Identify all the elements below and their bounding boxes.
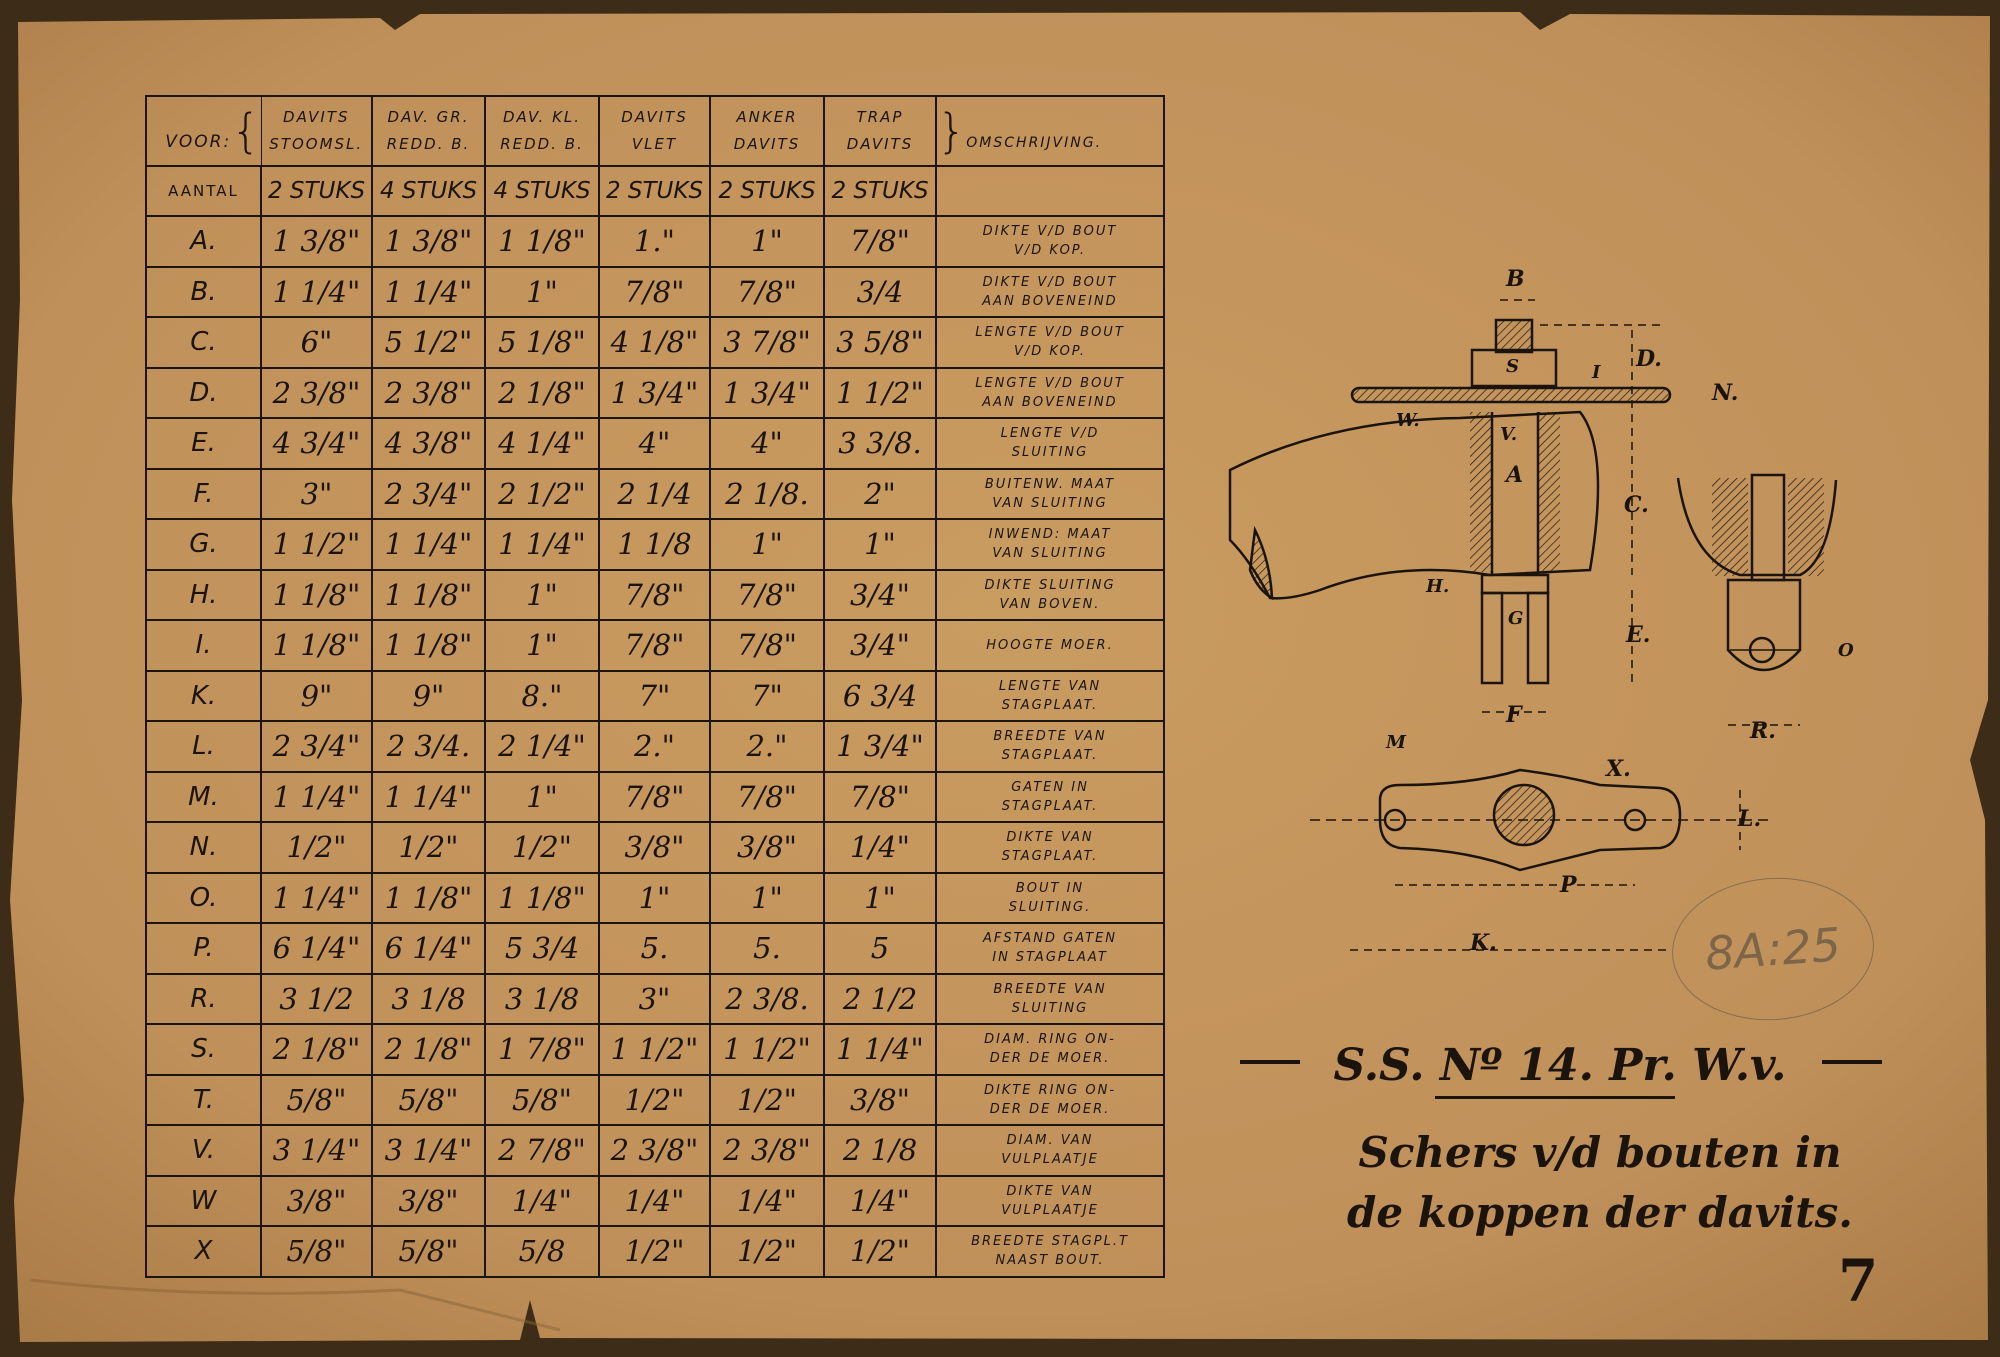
dimension-cell: 1 1/4" — [824, 1024, 936, 1075]
dimension-cell: 3" — [261, 469, 372, 520]
description-line-1: DIKTE V/D BOUT — [982, 224, 1118, 240]
description-line-1: DIKTE VAN — [1006, 830, 1094, 846]
dimension-cell: 7/8" — [599, 620, 710, 671]
dimension-cell: 1 1/4" — [261, 267, 372, 318]
header-col-3: DAV. KL. REDD. B. — [485, 96, 599, 166]
dimension-cell: 1 1/2" — [599, 1024, 710, 1075]
dimension-cell: 6 1/4" — [261, 923, 372, 974]
dimension-cell: 3/8" — [372, 1176, 485, 1227]
row-letter: K. — [146, 671, 261, 722]
dimension-cell: 5/8" — [485, 1075, 599, 1126]
dimension-cell: 3 1/4" — [372, 1125, 485, 1176]
dimension-cell: 5/8 — [485, 1226, 599, 1277]
label-r: R. — [1750, 718, 1776, 744]
dimension-cell: 2 3/4" — [372, 469, 485, 520]
description-line-1: BREEDTE VAN — [993, 981, 1107, 997]
title-underline — [1435, 1096, 1675, 1099]
aantal-label: AANTAL — [146, 166, 261, 216]
archive-stamp: 8A:25 — [1667, 871, 1878, 1027]
subtitle-line-2: de koppen der davits. — [1347, 1188, 1853, 1237]
count-cell: 2 STUKS — [710, 166, 824, 216]
label-w: W. — [1396, 410, 1420, 431]
description-line-2: IN STAGPLAAT — [992, 950, 1108, 966]
description-line-1: DIKTE V/D BOUT — [982, 274, 1118, 290]
dimension-cell: 9" — [372, 671, 485, 722]
dimension-cell: 1 1/2" — [261, 519, 372, 570]
dimension-cell: 1/2" — [824, 1226, 936, 1277]
description-line-1: BREEDTE VAN — [993, 729, 1107, 745]
description-line-1: BUITENW. MAAT — [984, 476, 1116, 492]
dimension-cell: 2 1/8" — [485, 368, 599, 419]
label-p: P — [1560, 872, 1577, 898]
row-letter: I. — [146, 620, 261, 671]
dimension-cell: 2 3/8. — [710, 974, 824, 1025]
dimension-cell: 5. — [599, 923, 710, 974]
dimension-cell: 1 3/4" — [824, 721, 936, 772]
dimension-cell: 1" — [710, 216, 824, 267]
dimension-cell: 1/2" — [261, 822, 372, 873]
dimension-cell: 1 1/8" — [485, 873, 599, 924]
page-number: 7 — [1838, 1247, 1879, 1315]
row-letter: X — [146, 1226, 261, 1277]
dimension-cell: 2 3/4" — [261, 721, 372, 772]
label-k: K. — [1470, 930, 1497, 956]
dimension-cell: 9" — [261, 671, 372, 722]
dimension-cell: 4 1/8" — [599, 317, 710, 368]
row-letter: W — [146, 1176, 261, 1227]
dimension-cell: 1" — [599, 873, 710, 924]
description-line-1: GATEN IN — [1011, 779, 1089, 795]
stay-plate-plan — [1310, 770, 1770, 870]
right-brace: } — [937, 104, 967, 158]
header-col-5: ANKER DAVITS — [710, 96, 824, 166]
dimension-cell: 1 1/2" — [710, 1024, 824, 1075]
description-line-1: LENGTE V/D — [1000, 426, 1100, 442]
dimension-cell: 1 1/4" — [261, 772, 372, 823]
dimension-cell: 2 1/4" — [485, 721, 599, 772]
row-letter: N. — [146, 822, 261, 873]
dimension-cell: 7/8" — [599, 772, 710, 823]
dimension-cell: 1 1/4" — [372, 519, 485, 570]
dimension-cell: 4 3/8" — [372, 418, 485, 469]
description-line-2: SLUITING — [1011, 1000, 1089, 1016]
label-m: M — [1386, 732, 1406, 753]
dimension-cell: 1 1/8" — [372, 570, 485, 621]
label-h: H. — [1426, 576, 1450, 597]
row-letter: H. — [146, 570, 261, 621]
description-line-1: DIAM. VAN — [1006, 1133, 1094, 1149]
header-col-1: DAVITS STOOMSL. — [261, 96, 372, 166]
description-line-2: NAAST BOUT. — [995, 1253, 1105, 1269]
label-s: S — [1506, 356, 1519, 377]
row-letter: V. — [146, 1125, 261, 1176]
dimension-cell: 1" — [485, 570, 599, 621]
label-o: O — [1838, 640, 1854, 661]
description-line-1: INWEND: MAAT — [988, 527, 1112, 543]
dimension-cell: 7/8" — [824, 772, 936, 823]
description-line-1: DIKTE VAN — [1006, 1183, 1094, 1199]
description-line-2: VAN BOVEN. — [999, 596, 1101, 612]
dimension-cell: 7/8" — [599, 267, 710, 318]
label-c: C. — [1624, 492, 1649, 518]
dimension-cell: 1/4" — [824, 822, 936, 873]
description-line-2: STAGPLAAT. — [1001, 697, 1099, 713]
dimension-cell: 1" — [485, 620, 599, 671]
dimension-cell: 1 3/4" — [599, 368, 710, 419]
dimension-cell: 1/2" — [599, 1226, 710, 1277]
label-x: X. — [1606, 756, 1631, 782]
dimension-cell: 1/4" — [824, 1176, 936, 1227]
dimension-cell: 8." — [485, 671, 599, 722]
dimension-cell: 1" — [824, 873, 936, 924]
dimension-cell: 5/8" — [261, 1075, 372, 1126]
label-f: F — [1506, 702, 1522, 728]
row-letter: E. — [146, 418, 261, 469]
header-voor: VOOR:{ — [146, 96, 261, 166]
description-line-2: VULPLAATJE — [1001, 1152, 1099, 1168]
dimension-cell: 1 1/4" — [261, 873, 372, 924]
dimension-cell: 3 1/2 — [261, 974, 372, 1025]
dimension-cell: 1" — [824, 519, 936, 570]
description-line-2: STAGPLAAT. — [1001, 748, 1099, 764]
dimension-cell: 3/8" — [599, 822, 710, 873]
dimension-cell: 2 3/8" — [599, 1125, 710, 1176]
description-line-2: STAGPLAAT. — [1001, 798, 1099, 814]
dimension-cell: 1/2" — [599, 1075, 710, 1126]
label-i: I — [1592, 362, 1601, 383]
row-letter: L. — [146, 721, 261, 772]
dimension-cell: 5/8" — [372, 1075, 485, 1126]
dimension-cell: 1" — [485, 772, 599, 823]
dimension-cell: 2 1/8. — [710, 469, 824, 520]
dimension-cell: 3/4" — [824, 620, 936, 671]
dimension-cell: 1/4" — [599, 1176, 710, 1227]
dimension-cell: 2." — [710, 721, 824, 772]
dimension-cell: 1 1/8 — [599, 519, 710, 570]
row-letter: T. — [146, 1075, 261, 1126]
dimension-cell: 2 7/8" — [485, 1125, 599, 1176]
dimension-cell: 3/8" — [824, 1075, 936, 1126]
davit-head-elevation — [1230, 320, 1670, 683]
dimension-cell: 1" — [485, 267, 599, 318]
dimension-cell: 1 1/8" — [372, 620, 485, 671]
count-cell: 4 STUKS — [485, 166, 599, 216]
dimension-cell: 1/2" — [710, 1226, 824, 1277]
label-b: B — [1506, 266, 1525, 292]
dimension-cell: 2 3/8" — [261, 368, 372, 419]
subtitle-line-1: Schers v/d bouten in — [1358, 1128, 1842, 1177]
dimension-cell: 1 1/8" — [261, 620, 372, 671]
count-cell: 4 STUKS — [372, 166, 485, 216]
dimension-cell: 1 1/8" — [485, 216, 599, 267]
dimension-cell: 5. — [710, 923, 824, 974]
row-letter: B. — [146, 267, 261, 318]
row-letter: M. — [146, 772, 261, 823]
dimension-cell: 2 1/8" — [372, 1024, 485, 1075]
dimension-cell: 1/2" — [485, 822, 599, 873]
dimension-cell: 2 1/8 — [824, 1125, 936, 1176]
count-cell: 2 STUKS — [261, 166, 372, 216]
label-d: D. — [1636, 346, 1662, 372]
dimension-cell: 7/8" — [710, 267, 824, 318]
dimension-cell: 4 3/4" — [261, 418, 372, 469]
dimension-cell: 2." — [599, 721, 710, 772]
description-line-1: LENGTE V/D BOUT — [975, 325, 1125, 341]
row-letter: C. — [146, 317, 261, 368]
dimension-cell: 1 3/8" — [261, 216, 372, 267]
dimension-cell: 3/8" — [710, 822, 824, 873]
label-a: A — [1506, 462, 1524, 488]
label-v: V. — [1500, 424, 1518, 445]
dimension-cell: 1 1/8" — [261, 570, 372, 621]
dimension-cell: 3/4" — [824, 570, 936, 621]
description-line-2: DER DE MOER. — [989, 1101, 1111, 1117]
dimension-cell: 6 1/4" — [372, 923, 485, 974]
description-line-1: DIAM. RING ON- — [984, 1032, 1116, 1048]
header-col-6: TRAP DAVITS — [824, 96, 936, 166]
side-view — [1678, 475, 1836, 670]
dimension-cell: 3 5/8" — [824, 317, 936, 368]
description-line-1: AFSTAND GATEN — [982, 931, 1118, 947]
description-line-2: SLUITING. — [1008, 899, 1092, 915]
description-line-2: DER DE MOER. — [989, 1051, 1111, 1067]
dimension-cell: 3 1/8 — [372, 974, 485, 1025]
dimension-cell: 6" — [261, 317, 372, 368]
count-cell: 2 STUKS — [824, 166, 936, 216]
dimension-cell: 2 3/4. — [372, 721, 485, 772]
dimension-cell: 4 1/4" — [485, 418, 599, 469]
dimension-cell: 5/8" — [261, 1226, 372, 1277]
dimension-cell: 5/8" — [372, 1226, 485, 1277]
dimension-cell: 1/2" — [710, 1075, 824, 1126]
dimension-cell: 7/8" — [599, 570, 710, 621]
dimension-cell: 1/4" — [710, 1176, 824, 1227]
row-letter: O. — [146, 873, 261, 924]
description-line-1: BOUT IN — [1015, 880, 1085, 896]
description-line-2: VAN SLUITING — [992, 546, 1108, 562]
description-line-2: VAN SLUITING — [992, 495, 1108, 511]
dimension-cell: 2 3/8" — [372, 368, 485, 419]
dimension-cell: 1 7/8" — [485, 1024, 599, 1075]
dimension-cell: 7/8" — [824, 216, 936, 267]
dimension-cell: 1 1/4" — [372, 772, 485, 823]
dimension-cell: 7/8" — [710, 772, 824, 823]
dimension-cell: 7/8" — [710, 570, 824, 621]
description-line-2: VULPLAATJE — [1001, 1202, 1099, 1218]
dimension-cell: 3/4 — [824, 267, 936, 318]
dimension-cell: 3/8" — [261, 1176, 372, 1227]
description-line-1: HOOGTE MOER. — [986, 637, 1114, 653]
dimension-cell: 5 3/4 — [485, 923, 599, 974]
label-n: N. — [1712, 380, 1739, 406]
dimension-cell: 1 1/4" — [372, 267, 485, 318]
row-letter: P. — [146, 923, 261, 974]
row-letter: S. — [146, 1024, 261, 1075]
label-l: L. — [1738, 806, 1762, 832]
dimension-cell: 2 1/8" — [261, 1024, 372, 1075]
description-line-2: SLUITING — [1011, 445, 1089, 461]
description-line-1: DIKTE SLUITING — [984, 577, 1116, 593]
dimension-cell: 7/8" — [710, 620, 824, 671]
left-brace: { — [231, 104, 261, 158]
dimension-cell: 3 3/8. — [824, 418, 936, 469]
description-line-1: DIKTE RING ON- — [983, 1082, 1117, 1098]
row-letter: D. — [146, 368, 261, 419]
row-letter: A. — [146, 216, 261, 267]
description-line-2: V/D KOP. — [1013, 243, 1086, 259]
description-line-2: STAGPLAAT. — [1001, 849, 1099, 865]
dimension-cell: 1/4" — [485, 1176, 599, 1227]
dimension-cell: 1 1/2" — [824, 368, 936, 419]
dimension-cell: 2 3/8" — [710, 1125, 824, 1176]
description-line-2: AAN BOVENEIND — [982, 394, 1118, 410]
dimension-cell: 2" — [824, 469, 936, 520]
description-line-1: LENGTE VAN — [998, 678, 1102, 694]
dimension-cell: 1 3/4" — [710, 368, 824, 419]
dimension-cell: 7" — [710, 671, 824, 722]
dimension-cell: 1." — [599, 216, 710, 267]
dimension-cell: 2 1/4 — [599, 469, 710, 520]
dimension-cell: 5 — [824, 923, 936, 974]
dimension-cell: 6 3/4 — [824, 671, 936, 722]
dimension-cell: 7" — [599, 671, 710, 722]
dimension-cell: 4" — [599, 418, 710, 469]
dimension-cell: 2 1/2 — [824, 974, 936, 1025]
row-letter: G. — [146, 519, 261, 570]
dimension-cell: 3 1/4" — [261, 1125, 372, 1176]
description-line-1: BREEDTE STAGPL.T — [971, 1234, 1129, 1250]
label-e: E. — [1626, 622, 1651, 648]
description-line-2: AAN BOVENEIND — [982, 293, 1118, 309]
drawing-title: S.S. Nº 14. Pr. W.v. — [1333, 1040, 1787, 1091]
dimension-cell: 3" — [599, 974, 710, 1025]
dimension-cell: 5 1/8" — [485, 317, 599, 368]
row-letter: F. — [146, 469, 261, 520]
dimension-cell: 1 3/8" — [372, 216, 485, 267]
dimension-cell: 1/2" — [372, 822, 485, 873]
dimension-cell: 1" — [710, 519, 824, 570]
dimension-cell: 1" — [710, 873, 824, 924]
dimension-cell: 4" — [710, 418, 824, 469]
header-col-4: DAVITS VLET — [599, 96, 710, 166]
header-omschrijving: }OMSCHRIJVING. — [936, 96, 1164, 166]
dimension-cell: 2 1/2" — [485, 469, 599, 520]
description-line-1: LENGTE V/D BOUT — [975, 375, 1125, 391]
dimension-cell: 1 1/4" — [485, 519, 599, 570]
header-col-2: DAV. GR. REDD. B. — [372, 96, 485, 166]
dimension-cell: 1 1/8" — [372, 873, 485, 924]
row-letter: R. — [146, 974, 261, 1025]
description-line-2: V/D KOP. — [1013, 344, 1086, 360]
dimension-cell: 5 1/2" — [372, 317, 485, 368]
label-g: G — [1508, 608, 1524, 629]
dimension-cell: 3 7/8" — [710, 317, 824, 368]
dimension-cell: 3 1/8 — [485, 974, 599, 1025]
count-cell: 2 STUKS — [599, 166, 710, 216]
